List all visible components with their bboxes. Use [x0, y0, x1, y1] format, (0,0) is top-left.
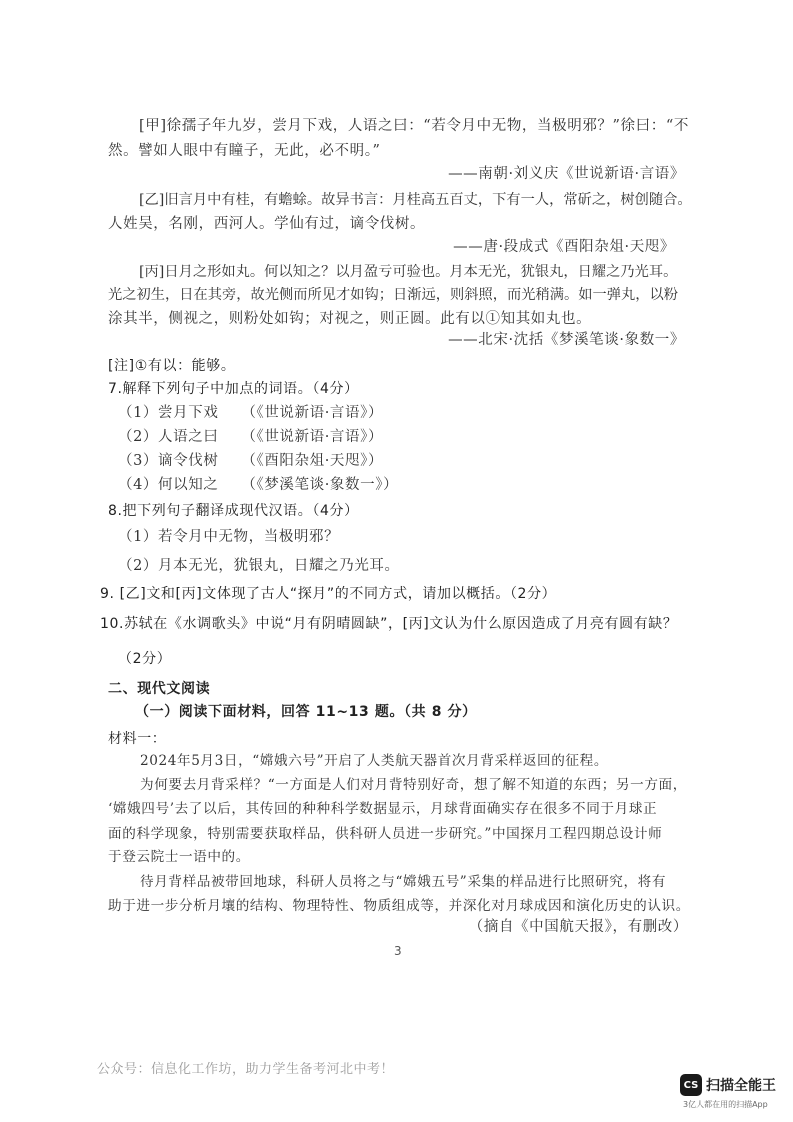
question-7-item: （3）谪令伐树 （《酉阳杂俎·天咫》）	[118, 453, 384, 469]
passage-yi-source: ——唐·段成式《酉阳杂俎·天咫》	[453, 239, 675, 255]
material-line: 待月背样品被带回地球，科研人员将之与“嫦娥五号”采集的样品进行比照研究，将有	[140, 874, 667, 890]
scanner-app-logo	[680, 1074, 776, 1096]
material-line: ‘嫦娥四号’去了以后，其传回的种种科学数据显示，月球背面确实存在很多不同于月球正	[108, 801, 658, 817]
question-8-item: （2）月本无光，犹银丸，日耀之乃光耳。	[118, 558, 400, 574]
material-line: 为何要去月背采样？“一方面是人们对月背特别好奇，想了解不知道的东西；另一方面，	[140, 777, 687, 793]
section-2-heading: 二、现代文阅读	[108, 681, 211, 697]
app-tagline: 3亿人都在用的扫描App	[683, 1100, 768, 1109]
passage-bing-line1: [丙]日月之形如丸。何以知之？以月盈亏可验也。月本无光，犹银丸，日耀之乃光耳。	[139, 264, 678, 280]
material-line: 面的科学现象，特别需要获取样品，供科研人员进一步研究。”中国探月工程四期总设计师	[108, 826, 663, 842]
question-7-item: （1）尝月下戏 （《世说新语·言语》）	[118, 405, 384, 421]
app-name: 扫描全能王	[706, 1078, 776, 1094]
passage-bing-line2: 光之初生，日在其旁，故光侧而所见才如钩；日渐远，则斜照，而光稍满。如一弹丸，以粉	[108, 287, 679, 303]
camscanner-icon: CS	[680, 1074, 702, 1096]
passage-yi-line2: 人姓吴，名刚，西河人。学仙有过，谪令伐树。	[108, 216, 426, 232]
material-line: 于登云院士一语中的。	[108, 849, 250, 865]
section-2-subheading: （一）阅读下面材料，回答 11~13 题。（共 8 分）	[135, 704, 477, 720]
passage-note: [注]①有以：能够。	[108, 358, 236, 374]
question-8-item: （1）若令月中无物，当极明邪？	[118, 529, 340, 545]
footer-note: 公众号：信息化工作坊，助力学生备考河北中考！	[97, 1062, 395, 1077]
question-10-line1: 10.苏轼在《水调歌头》中说“月有阴晴圆缺”，[丙]文认为什么原因造成了月亮有圆有缺？	[100, 616, 678, 632]
material-source: （摘自《中国航天报》，有删改）	[468, 919, 688, 935]
question-7: 7.解释下列句子中加点的词语。（4分）	[108, 381, 359, 397]
passage-jia-source: ——南朝·刘义庆《世说新语·言语》	[448, 166, 685, 182]
page-number: 3	[394, 944, 402, 958]
material-line: 2024年5月3日，“嫦娥六号”开启了人类航天器首次月背采样返回的征程。	[140, 753, 609, 769]
passage-bing-source: ——北宋·沈括《梦溪笔谈·象数一》	[448, 332, 685, 348]
passage-jia-line2: 然。譬如人眼中有瞳子，无此，必不明。”	[108, 143, 381, 159]
passage-bing-line3: 涂其半，侧视之，则粉处如钩；对视之，则正圆。此有以①知其如丸也。	[108, 311, 592, 327]
question-8: 8.把下列句子翻译成现代汉语。（4分）	[108, 503, 359, 519]
question-9: 9. [乙]文和[丙]文体现了古人“探月”的不同方式，请加以概括。（2分）	[100, 586, 557, 602]
material-line: 助于进一步分析月壤的结构、物理特性、物质组成等，并深化对月球成因和演化历史的认识。	[108, 898, 690, 914]
question-7-item: （4）何以知之 （《梦溪笔谈·象数一》）	[118, 477, 399, 493]
question-10-line2: （2分）	[118, 651, 172, 667]
material-label: 材料一：	[108, 731, 167, 747]
passage-yi-line1: [乙]旧言月中有桂，有蟾蜍。故异书言：月桂高五百丈，下有一人，常斫之，树创随合。	[139, 192, 692, 208]
passage-jia-line1: [甲]徐孺子年九岁，尝月下戏，人语之曰：“若令月中无物，当极明邪？”徐曰：“不	[139, 118, 689, 134]
question-7-item: （2）人语之曰 （《世说新语·言语》）	[118, 429, 384, 445]
